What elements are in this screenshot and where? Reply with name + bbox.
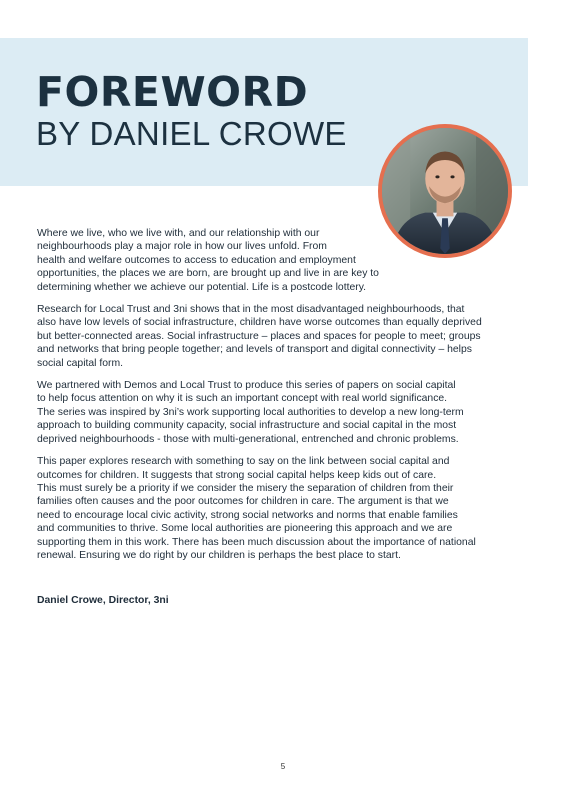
text-line: deprived neighbourhoods - those with multi-generational, entrenched and chronic problems.	[37, 433, 459, 445]
page-title: FOREWORD	[36, 68, 309, 116]
text-line: but better-connected areas. Social infrastructure – places and spaces for people to meet; groups	[37, 330, 481, 342]
text-line: This must surely be a priority if we consider the misery the separation of children from their	[37, 482, 454, 494]
text-line: families often causes and the poor outcomes for children in care. The argument is that we	[37, 496, 449, 508]
text-line: also have low levels of social infrastructure, children have worse outcomes than equally deprived	[37, 317, 482, 329]
text-line: renewal. Ensuring we do right by our children is perhaps the best place to start.	[37, 549, 401, 561]
text-line: health and welfare outcomes to access to education and employment	[37, 254, 356, 266]
text-line: and communities to thrive. Some local authorities are pioneering this approach and we are	[37, 523, 453, 535]
text-line: This paper explores research with something to say on the link between social capital and	[37, 456, 450, 468]
text-line: outcomes for children. It suggests that strong social capital helps keep kids out of care.	[37, 469, 437, 481]
text-line: to help focus attention on why it is such an important concept with real world significance.	[37, 393, 448, 405]
text-line: need to encourage local civic activity, strong social networks and norms that enable families	[37, 509, 458, 521]
text-line: Where we live, who we live with, and our relationship with our	[37, 228, 320, 239]
page-subtitle: BY DANIEL CROWE	[36, 115, 347, 152]
paragraph-1	[37, 227, 533, 294]
text-line: determining whether we achieve our potential. Life is a postcode lottery.	[37, 281, 367, 293]
text-line: approach to building community capacity, social infrastructure and social capital in the most	[37, 420, 457, 432]
signature: Daniel Crowe, Director, 3ni	[37, 595, 169, 606]
text-line: opportunities, the places we are born, are brought up and live in are key to	[37, 268, 379, 280]
page-number: 5	[280, 762, 286, 771]
text-line: The series was inspired by 3ni’s work supporting local authorities to develop a new long-term	[37, 406, 464, 418]
foreword-body	[37, 227, 533, 571]
paragraph-4	[37, 455, 533, 562]
text-line: We partnered with Demos and Local Trust to produce this series of papers on social capital	[37, 380, 456, 392]
text-line: supporting them in this work. There has been much discussion about the importance of national	[37, 536, 476, 548]
text-line: and networks that bring people together; and levels of transport and digital connectivity – helps	[37, 344, 472, 356]
text-line: social capital form.	[37, 357, 124, 369]
text-line: neighbourhoods play a major role in how our lives unfold. From	[37, 241, 327, 253]
paragraph-3	[37, 379, 533, 446]
text-line: Research for Local Trust and 3ni shows that in the most disadvantaged neighbourhoods, that	[37, 304, 465, 316]
paragraph-2	[37, 303, 533, 370]
